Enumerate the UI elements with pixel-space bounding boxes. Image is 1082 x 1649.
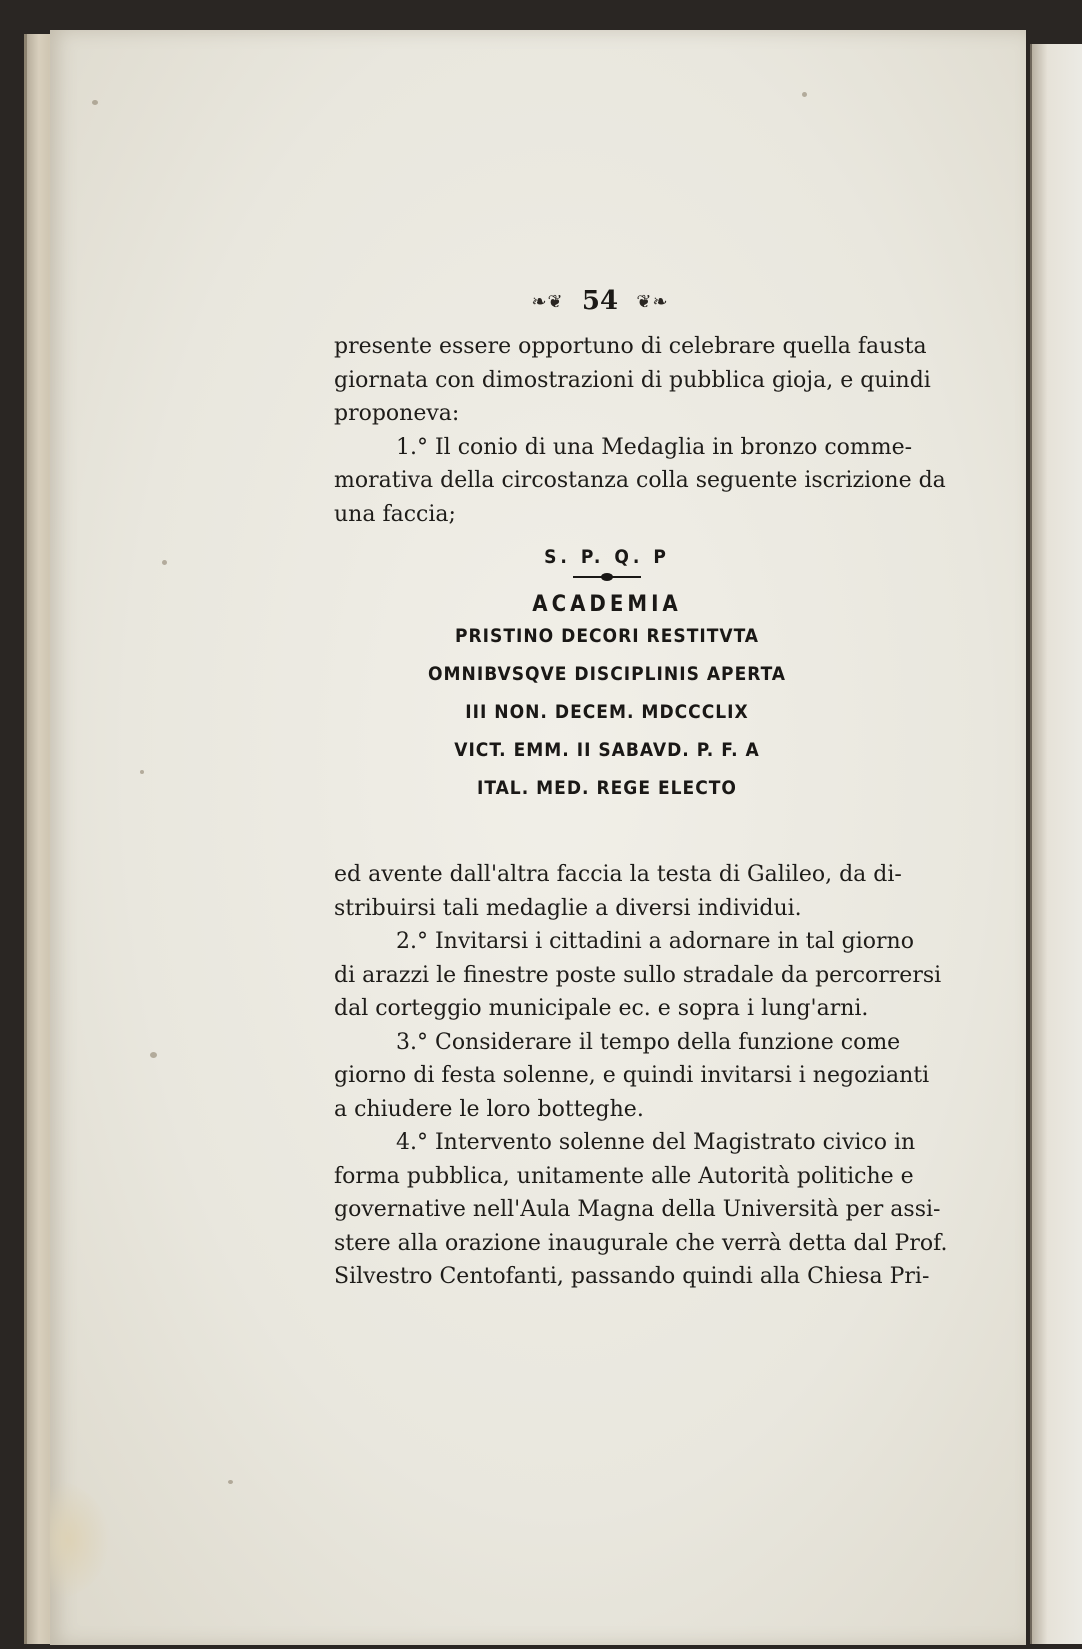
text-line: proponeva: (334, 401, 460, 426)
text-line: 2.° Invitarsi i cittadini a adornare in tal giorno (396, 929, 914, 954)
book-right-edge (1030, 44, 1082, 1644)
text-line: stere alla orazione inaugurale che verrà detta dal Prof. (334, 1230, 948, 1256)
medal-inscription (334, 546, 880, 807)
inscription-line: III NON. DECEM. MDCCCLIX (465, 701, 749, 723)
ornament-left-icon: ❧❦ (531, 291, 564, 313)
page-number: 54 (581, 286, 619, 316)
text-line: morativa della circostanza colla seguente iscrizione da (334, 468, 946, 493)
inscription-line: OMNIBVSQVE DISCIPLINIS APERTA (428, 663, 786, 685)
foxing-spot (802, 92, 807, 97)
text-line: ed avente dall'altra faccia la testa di Galileo, da di- (334, 862, 902, 887)
text-line: 4.° Intervento solenne del Magistrato civico in (396, 1130, 916, 1155)
inscription-line: PRISTINO DECORI RESTITVTA (454, 625, 760, 647)
ornament-right-icon: ❦❧ (636, 291, 669, 313)
text-line: presente essere opportuno di celebrare quella fausta (334, 334, 927, 359)
text-line: a chiudere le loro botteghe. (334, 1096, 644, 1122)
text-line: Silvestro Centofanti, passando quindi alla Chiesa Pri- (334, 1264, 930, 1289)
text-line: governative nell'Aula Magna della Università per assi- (334, 1197, 941, 1222)
inscription-line: ITAL. MED. REGE ELECTO (477, 777, 737, 799)
text-line: 3.° Considerare il tempo della funzione come (396, 1029, 901, 1055)
inscription-heading: S. P. Q. P (544, 546, 670, 568)
text-line: giorno di festa solenne, e quindi invitarsi i negozianti (334, 1063, 930, 1088)
foxing-spot (140, 770, 144, 774)
book-page (50, 30, 1026, 1645)
text-line: forma pubblica, unitamente alle Autorità politiche e (334, 1163, 914, 1189)
text-line: una faccia; (334, 501, 456, 527)
foxing-spot (162, 560, 167, 565)
text-line: 1.° Il conio di una Medaglia in bronzo comme- (396, 434, 913, 460)
inscription-divider (573, 576, 641, 578)
foxing-spot (150, 1052, 157, 1058)
inscription-line: ACADEMIA (532, 592, 682, 617)
paragraph-body (334, 858, 948, 1294)
foxing-spot (92, 100, 98, 105)
inscription-line: VICT. EMM. II SABAVD. P. F. A (454, 739, 760, 761)
page-header (330, 286, 870, 316)
text-line: stribuirsi tali medaglie a diversi individui. (334, 895, 802, 921)
foxing-spot (228, 1480, 233, 1484)
text-line: giornata con dimostrazioni di pubblica gioja, e quindi (334, 367, 931, 393)
text-line: di arazzi le finestre poste sullo stradale da percorrersi (334, 962, 942, 988)
paragraph-intro (334, 330, 946, 531)
text-line: dal corteggio municipale ec. e sopra i lung'arni. (334, 996, 869, 1021)
